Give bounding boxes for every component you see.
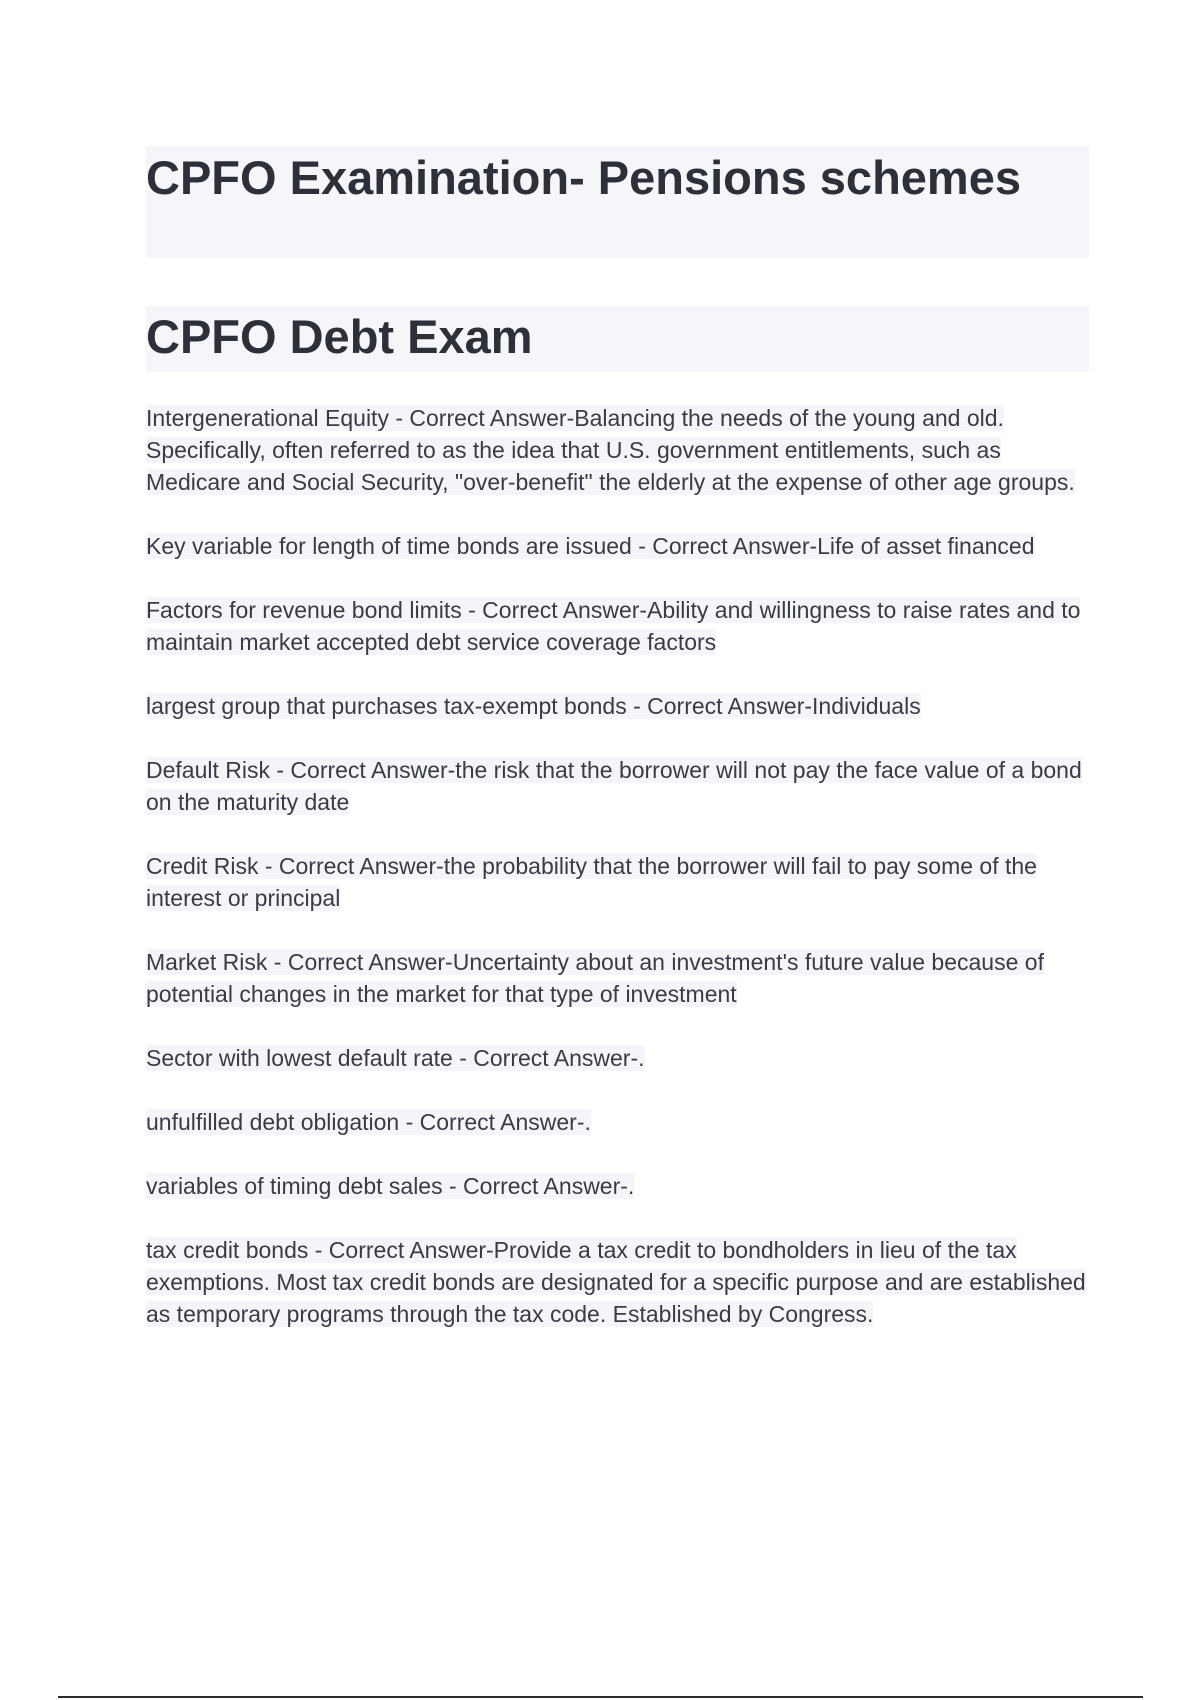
qa-item-timing-debt-sales: variables of timing debt sales - Correct Answer-.: [146, 1173, 635, 1199]
qa-item-default-risk: Default Risk - Correct Answer-the risk that the borrower will not pay the face value of a bond on the maturity date: [146, 757, 1082, 815]
qa-item-lowest-default-sector: Sector with lowest default rate - Correct Answer-.: [146, 1045, 645, 1071]
qa-item-key-variable-bond-length: Key variable for length of time bonds are issued - Correct Answer-Life of asset financed: [146, 533, 1035, 559]
qa-item-intergenerational-equity: Intergenerational Equity - Correct Answer-Balancing the needs of the young and old. Specifically, often referred to as the idea that U.S. government entitlements, such as Medicare and Social Security, "over-benefit" the elderly at the expense of other age groups.: [146, 405, 1075, 495]
qa-item-unfulfilled-debt: unfulfilled debt obligation - Correct Answer-.: [146, 1109, 591, 1135]
qa-item-credit-risk: Credit Risk - Correct Answer-the probability that the borrower will fail to pay some of the interest or principal: [146, 853, 1037, 911]
qa-list: [146, 402, 1096, 1362]
subtitle-block: [146, 306, 1089, 372]
qa-item-revenue-bond-limits: Factors for revenue bond limits - Correct Answer-Ability and willingness to raise rates and to maintain market accepted debt service coverage factors: [146, 597, 1081, 655]
document-title: CPFO Examination- Pensions schemes: [146, 151, 1021, 204]
qa-item-market-risk: Market Risk - Correct Answer-Uncertainty about an investment's future value because of potential changes in the market for that type of investment: [146, 949, 1044, 1007]
qa-item-tax-credit-bonds: tax credit bonds - Correct Answer-Provide a tax credit to bondholders in lieu of the tax exemptions. Most tax credit bonds are designated for a specific purpose and are established as temporary programs through the tax code. Established by Congress.: [146, 1237, 1086, 1327]
qa-item-largest-purchaser-group: largest group that purchases tax-exempt bonds - Correct Answer-Individuals: [146, 693, 921, 719]
footer-divider: [58, 1696, 1143, 1698]
title-block: [146, 146, 1089, 258]
document-subtitle: CPFO Debt Exam: [146, 310, 533, 363]
